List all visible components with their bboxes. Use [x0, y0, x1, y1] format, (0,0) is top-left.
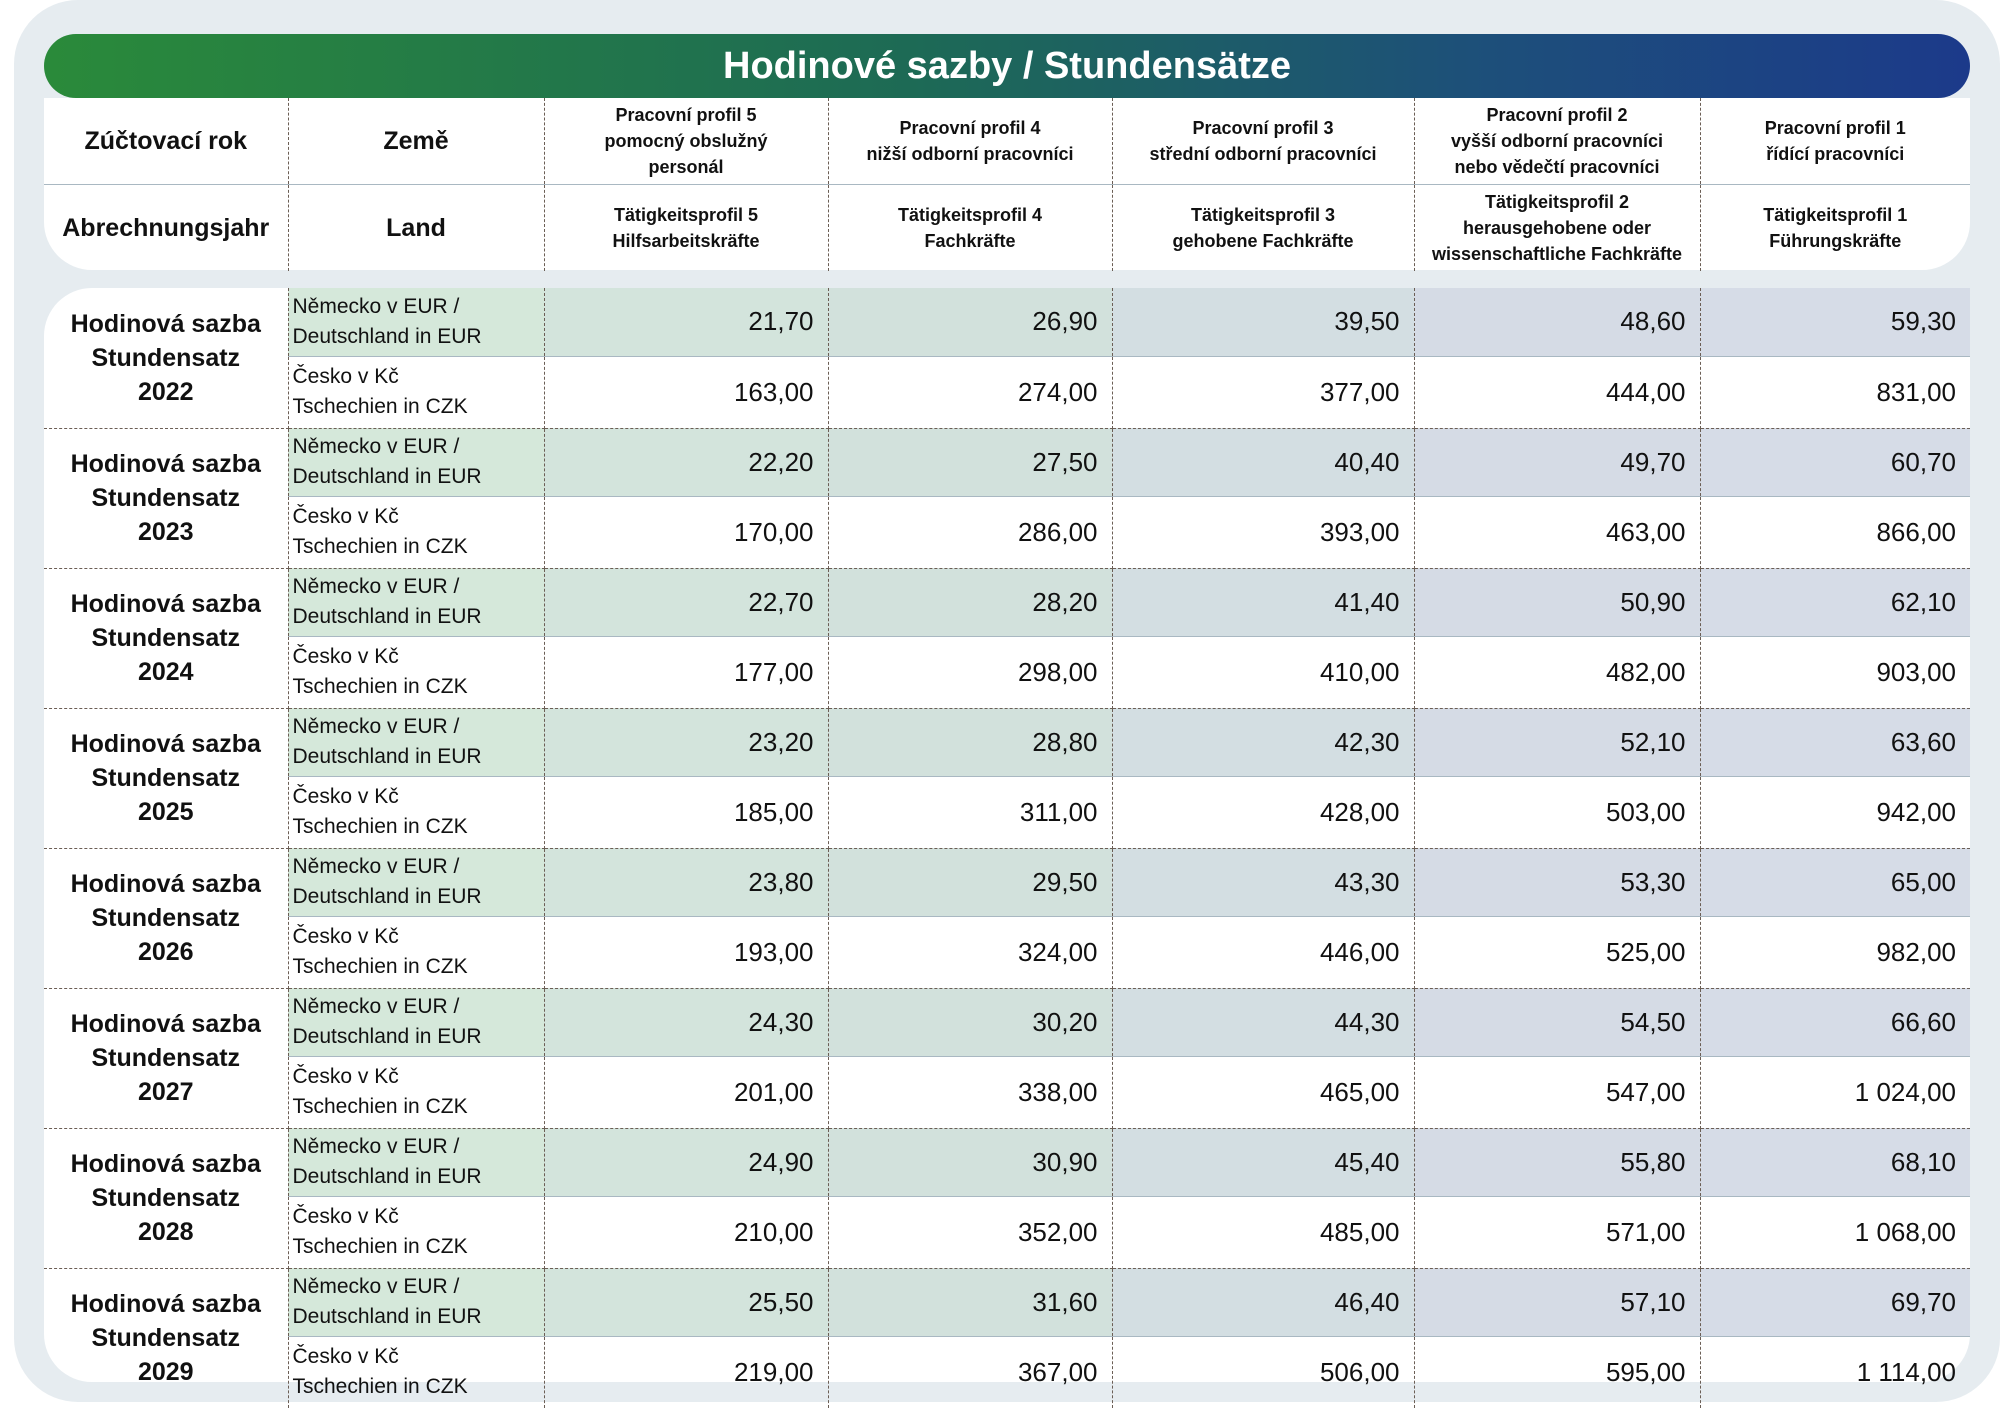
- table-row-eur: [44, 1268, 1970, 1336]
- land-cell-czk: [288, 776, 544, 848]
- rate-cell-czk: 1 024,00: [1700, 1056, 1970, 1128]
- rate-cell-eur: 54,50: [1414, 988, 1700, 1056]
- profile-header-line: Tätigkeitsprofil 3: [1190, 205, 1336, 225]
- row-label-de: Stundensatz: [91, 904, 241, 932]
- land-label-line: Tschechien in CZK: [292, 1095, 468, 1118]
- rate-cell-czk: 338,00: [828, 1056, 1112, 1128]
- rate-cell-czk: 163,00: [544, 356, 828, 428]
- rate-cell-czk: 177,00: [544, 636, 828, 708]
- land-label-line: Německo v EUR /: [292, 715, 460, 738]
- land-label-line: Deutschland in EUR: [292, 1025, 482, 1048]
- land-cell-eur: [288, 708, 544, 776]
- profile-header-line: Tätigkeitsprofil 5: [613, 205, 759, 225]
- land-cell-czk: [288, 356, 544, 428]
- rate-cell-czk: 1 114,00: [1856, 1356, 1956, 1387]
- row-year: 2022: [137, 377, 194, 406]
- rate-cell-czk: 482,00: [1414, 636, 1700, 708]
- rate-cell-czk: 506,00: [1112, 1336, 1414, 1408]
- row-year: 2025: [137, 798, 194, 826]
- col-header-year-de: Abrechnungsjahr: [44, 185, 288, 272]
- rate-cell-eur: 45,40: [1112, 1128, 1414, 1196]
- land-label-line: Česko v Kč: [292, 925, 399, 948]
- rate-cell-czk: 446,00: [1112, 916, 1414, 988]
- row-label-de: Stundensatz: [91, 1044, 241, 1072]
- land-label-line: Česko v Kč: [292, 505, 399, 528]
- rate-cell-czk: 1 068,00: [1700, 1196, 1970, 1268]
- rate-cell-eur: 28,80: [828, 708, 1112, 776]
- rate-cell-eur: 24,30: [544, 988, 828, 1056]
- land-label-line: Tschechien in CZK: [292, 955, 468, 978]
- land-cell-eur: [288, 568, 544, 636]
- land-label-line: Německo v EUR /: [292, 435, 460, 458]
- profile-header-line: vyšší odborní pracovníci: [1450, 131, 1664, 151]
- year-cell: [44, 1268, 288, 1408]
- rate-cell-czk: 463,00: [1414, 496, 1700, 568]
- rate-cell-czk: 286,00: [828, 496, 1112, 568]
- table-row-czk: [44, 1056, 1970, 1128]
- row-label-de: Stundensatz: [91, 484, 241, 512]
- land-cell-czk: [288, 1196, 544, 1268]
- rate-cell-czk: 185,00: [544, 776, 828, 848]
- profile-header-line: Pracovní profil 5: [615, 105, 757, 125]
- land-label-line: Deutschland in EUR: [292, 745, 482, 768]
- land-label-line: Česko v Kč: [292, 645, 399, 668]
- rate-cell-czk: 525,00: [1414, 916, 1700, 988]
- col-header-land-cz: Země: [288, 98, 544, 185]
- table-row-czk: [44, 1336, 1970, 1408]
- rate-cell-czk: 831,00: [1700, 356, 1970, 428]
- land-cell-eur: [288, 1128, 544, 1196]
- land-label-line: Deutschland in EUR: [292, 1305, 482, 1328]
- rate-cell-czk: 444,00: [1414, 356, 1700, 428]
- profile-header-line: pomocný obslužný: [604, 131, 768, 151]
- profile-header-line: nebo vědečtí pracovníci: [1454, 157, 1660, 177]
- land-label-line: Česko v Kč: [292, 1205, 399, 1228]
- table-row-czk: [44, 356, 1970, 428]
- year-cell: [44, 288, 288, 428]
- rate-cell-czk: 201,00: [544, 1056, 828, 1128]
- land-label-line: Deutschland in EUR: [292, 605, 482, 628]
- table-row-eur: [44, 288, 1970, 356]
- rate-cell-eur: 66,60: [1700, 988, 1970, 1056]
- land-label-line: Česko v Kč: [292, 1065, 399, 1088]
- year-cell: [44, 428, 288, 568]
- rate-cell-eur: 42,30: [1112, 708, 1414, 776]
- row-label-de: Stundensatz: [91, 624, 241, 652]
- land-label-line: Tschechien in CZK: [292, 1375, 468, 1399]
- land-cell-eur: [288, 988, 544, 1056]
- rate-cell-eur: 21,70: [544, 288, 828, 356]
- rate-cell-czk: 595,00: [1414, 1336, 1700, 1408]
- rate-cell-eur: 52,10: [1414, 708, 1700, 776]
- col-header-profile-1-de: [1700, 185, 1970, 272]
- land-label-line: Německo v EUR /: [292, 575, 460, 598]
- table-row-eur: [44, 848, 1970, 916]
- col-header-land-de: Land: [288, 185, 544, 272]
- col-header-year-cz: Zúčtovací rok: [44, 98, 288, 185]
- table-row-eur: [44, 428, 1970, 496]
- rate-cell-eur: 53,30: [1414, 848, 1700, 916]
- rate-cell-eur: 43,30: [1112, 848, 1414, 916]
- year-cell: [44, 1128, 288, 1268]
- rate-cell-czk: 393,00: [1112, 496, 1414, 568]
- rate-cell-czk: 503,00: [1414, 776, 1700, 848]
- rate-cell-eur: 39,50: [1112, 288, 1414, 356]
- land-label-line: Deutschland in EUR: [292, 1165, 482, 1188]
- land-cell-czk: [288, 1336, 544, 1408]
- row-label-cz: Hodinová sazba: [70, 1150, 261, 1178]
- col-header-profile-4-de: [828, 185, 1112, 272]
- land-label-line: Německo v EUR /: [292, 1275, 460, 1298]
- row-label-cz: Hodinová sazba: [70, 870, 261, 898]
- rate-cell-czk: 298,00: [828, 636, 1112, 708]
- table-row-czk: [44, 636, 1970, 708]
- land-label-line: Tschechien in CZK: [292, 1235, 468, 1258]
- rate-cell-czk: 465,00: [1112, 1056, 1414, 1128]
- rate-cell-eur: 26,90: [828, 288, 1112, 356]
- land-cell-eur: [288, 428, 544, 496]
- rate-cell-eur: 23,80: [544, 848, 828, 916]
- rate-cell-eur: 30,20: [828, 988, 1112, 1056]
- table-row-czk: [44, 1196, 1970, 1268]
- row-label-cz: Hodinová sazba: [70, 450, 261, 478]
- row-year: 2029: [137, 1358, 194, 1387]
- page-title: Hodinové sazby / Stundensätze: [44, 34, 1970, 98]
- profile-header-line: Fachkräfte: [924, 231, 1016, 251]
- row-label-cz: Hodinová sazba: [70, 1290, 261, 1319]
- row-year: 2026: [137, 938, 194, 966]
- land-label-line: Deutschland in EUR: [292, 885, 482, 908]
- rate-cell-eur: 23,20: [544, 708, 828, 776]
- land-cell-eur: [288, 288, 544, 356]
- row-label-cz: Hodinová sazba: [70, 590, 261, 618]
- land-cell-czk: [288, 496, 544, 568]
- col-header-profile-3-cz: [1112, 98, 1414, 185]
- land-label-line: Deutschland in EUR: [292, 465, 482, 488]
- year-cell: [44, 708, 288, 848]
- profile-header-line: Hilfsarbeitskräfte: [612, 231, 760, 251]
- table-row-eur: [44, 568, 1970, 636]
- land-label-line: Tschechien in CZK: [292, 815, 468, 838]
- rate-cell-czk: 170,00: [544, 496, 828, 568]
- rate-cell-eur: 41,40: [1112, 568, 1414, 636]
- profile-header-line: Tätigkeitsprofil 2: [1484, 192, 1630, 212]
- header-row-de: [44, 185, 1970, 272]
- profile-header-line: nižší odborní pracovníci: [866, 144, 1074, 164]
- land-label-line: Tschechien in CZK: [292, 535, 468, 558]
- rate-cell-eur: 31,60: [828, 1268, 1112, 1336]
- land-label-line: Tschechien in CZK: [292, 395, 468, 418]
- rate-cell-eur: 29,50: [828, 848, 1112, 916]
- profile-header-line: Tätigkeitsprofil 1: [1763, 205, 1908, 225]
- col-header-profile-1-cz: [1700, 98, 1970, 185]
- land-label-line: Česko v Kč: [292, 365, 399, 388]
- rates-table: [44, 288, 1970, 1408]
- land-cell-czk: [288, 1056, 544, 1128]
- land-label-line: Německo v EUR /: [292, 294, 460, 318]
- land-cell-eur: [288, 1268, 544, 1336]
- rate-cell-eur: 40,40: [1112, 428, 1414, 496]
- row-label-de: Stundensatz: [91, 1324, 241, 1353]
- rate-cell-eur: 60,70: [1700, 428, 1970, 496]
- rate-cell-eur: 24,90: [544, 1128, 828, 1196]
- row-label-cz: Hodinová sazba: [70, 309, 261, 338]
- row-year: 2023: [137, 518, 194, 546]
- row-label-cz: Hodinová sazba: [70, 1010, 261, 1038]
- rate-cell-czk: 428,00: [1112, 776, 1414, 848]
- profile-header-line: Pracovní profil 4: [899, 118, 1041, 138]
- row-label-cz: Hodinová sazba: [70, 730, 261, 758]
- col-header-profile-5-cz: [544, 98, 828, 185]
- profile-header-line: Pracovní profil 2: [1486, 105, 1628, 125]
- land-label-line: Německo v EUR /: [292, 1135, 460, 1158]
- land-cell-czk: [288, 916, 544, 988]
- rate-cell-czk: 866,00: [1700, 496, 1970, 568]
- land-label-line: Česko v Kč: [292, 1345, 399, 1369]
- rate-cell-czk: 982,00: [1700, 916, 1970, 988]
- row-year: 2024: [137, 658, 194, 686]
- row-year: 2028: [137, 1218, 194, 1246]
- rate-cell-eur: 68,10: [1700, 1128, 1970, 1196]
- land-label-line: Česko v Kč: [292, 785, 399, 808]
- col-header-profile-4-cz: [828, 98, 1112, 185]
- rate-cell-eur: 57,10: [1414, 1268, 1700, 1336]
- rate-cell-eur: 25,50: [544, 1268, 828, 1336]
- profile-header-line: Pracovní profil 1: [1764, 118, 1906, 138]
- rate-cell-czk: 485,00: [1112, 1196, 1414, 1268]
- rate-cell-czk: 571,00: [1414, 1196, 1700, 1268]
- rate-cell-czk: 377,00: [1112, 356, 1414, 428]
- header-row-cz: [44, 98, 1970, 185]
- rate-cell-czk: 193,00: [544, 916, 828, 988]
- year-cell: [44, 568, 288, 708]
- rate-cell-czk: 219,00: [544, 1336, 828, 1408]
- rate-cell-czk: 274,00: [828, 356, 1112, 428]
- table-row-eur: [44, 988, 1970, 1056]
- profile-header-line: řídící pracovníci: [1766, 144, 1905, 164]
- land-cell-czk: [288, 636, 544, 708]
- col-header-profile-2-de: [1414, 185, 1700, 272]
- rate-cell-eur: 46,40: [1112, 1268, 1414, 1336]
- rate-cell-czk: 352,00: [828, 1196, 1112, 1268]
- profile-header-line: Tätigkeitsprofil 4: [897, 205, 1043, 225]
- rate-cell-eur: 28,20: [828, 568, 1112, 636]
- rate-cell-czk: 942,00: [1700, 776, 1970, 848]
- profile-header-line: personál: [648, 157, 724, 177]
- rate-cell-czk: 367,00: [828, 1336, 1112, 1408]
- rate-cell-czk: 903,00: [1700, 636, 1970, 708]
- rate-cell-eur: 59,30: [1700, 288, 1970, 356]
- rate-cell-eur: 69,70: [1700, 1268, 1970, 1336]
- rate-cell-czk: 324,00: [828, 916, 1112, 988]
- rate-cell-eur: 62,10: [1700, 568, 1970, 636]
- rate-cell-eur: 55,80: [1414, 1128, 1700, 1196]
- rate-cell-eur: 27,50: [828, 428, 1112, 496]
- header-table: [44, 98, 1970, 271]
- land-label-line: Tschechien in CZK: [292, 675, 468, 698]
- rate-cell-eur: 48,60: [1414, 288, 1700, 356]
- rate-cell-eur: 22,70: [544, 568, 828, 636]
- table-row-czk: [44, 496, 1970, 568]
- year-cell: [44, 848, 288, 988]
- land-label-line: Německo v EUR /: [292, 855, 460, 878]
- year-cell: [44, 988, 288, 1128]
- col-header-profile-2-cz: [1414, 98, 1700, 185]
- rate-cell-czk: 410,00: [1112, 636, 1414, 708]
- table-row-eur: [44, 708, 1970, 776]
- rate-cell-eur: 49,70: [1414, 428, 1700, 496]
- table-row-czk: [44, 916, 1970, 988]
- profile-header-line: gehobene Fachkräfte: [1172, 231, 1354, 251]
- row-label-de: Stundensatz: [91, 1184, 241, 1212]
- rate-cell-eur: 65,00: [1700, 848, 1970, 916]
- rate-cell-eur: 30,90: [828, 1128, 1112, 1196]
- land-label-line: Německo v EUR /: [292, 995, 460, 1018]
- profile-header-line: wissenschaftliche Fachkräfte: [1431, 244, 1683, 264]
- rate-cell-czk: 210,00: [544, 1196, 828, 1268]
- profile-header-line: Pracovní profil 3: [1192, 118, 1334, 138]
- rate-cell-eur: 63,60: [1700, 708, 1970, 776]
- table-row-czk: [44, 776, 1970, 848]
- profile-header-line: střední odborní pracovníci: [1149, 144, 1377, 164]
- rate-cell-czk: 547,00: [1414, 1056, 1700, 1128]
- profile-header-line: Führungskräfte: [1769, 231, 1902, 251]
- row-year: 2027: [137, 1078, 194, 1106]
- col-header-profile-3-de: [1112, 185, 1414, 272]
- rate-cell-eur: 22,20: [544, 428, 828, 496]
- row-label-de: Stundensatz: [91, 764, 241, 792]
- profile-header-line: herausgehobene oder: [1462, 218, 1652, 238]
- table-row-eur: [44, 1128, 1970, 1196]
- row-label-de: Stundensatz: [91, 343, 241, 372]
- col-header-profile-5-de: [544, 185, 828, 272]
- rate-cell-eur: 44,30: [1112, 988, 1414, 1056]
- land-label-line: Deutschland in EUR: [292, 324, 482, 348]
- land-cell-eur: [288, 848, 544, 916]
- rate-cell-eur: 50,90: [1414, 568, 1700, 636]
- rate-cell-czk: 311,00: [828, 776, 1112, 848]
